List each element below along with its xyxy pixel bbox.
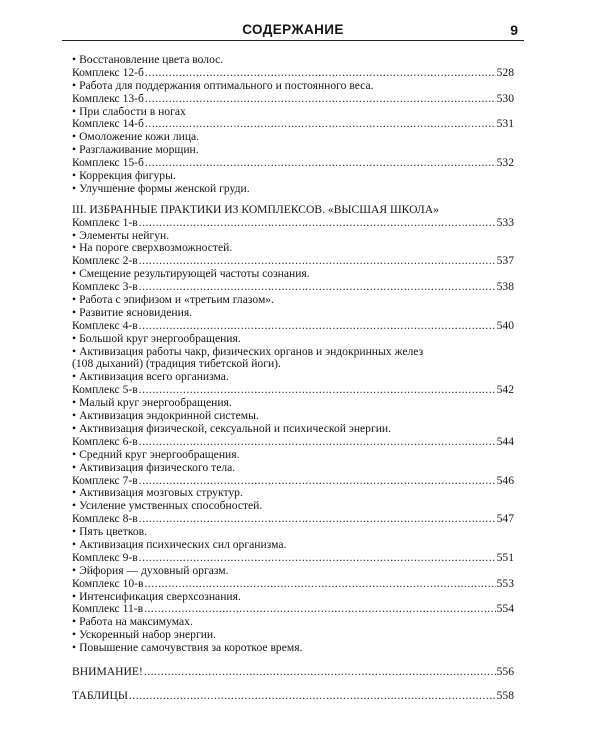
toc-entry-label: ВНИМАНИЕ! bbox=[72, 664, 143, 678]
toc-entry-page: 554 bbox=[496, 602, 514, 616]
toc-entry-label: Комплекс 1-в bbox=[72, 215, 138, 229]
table-of-contents bbox=[72, 54, 514, 703]
toc-bullet-item: • Большой круг энергообращения. bbox=[72, 333, 514, 346]
toc-entry-label: Комплекс 3-в bbox=[72, 280, 138, 294]
toc-bullet-item: • Ускоренный набор энергии. bbox=[72, 629, 514, 642]
toc-entry-label: Комплекс 11-в bbox=[72, 602, 144, 616]
toc-entry-page: 532 bbox=[496, 156, 514, 170]
toc-bullet-item: • Активизация всего организма. bbox=[72, 371, 514, 384]
dot-leader bbox=[145, 578, 496, 591]
toc-entry-page: 538 bbox=[496, 280, 514, 294]
toc-entry-page: 553 bbox=[496, 576, 514, 590]
toc-entry-page: 540 bbox=[496, 318, 514, 332]
toc-bullet-item: • Работа с эпифизом и «третьим глазом». bbox=[72, 294, 514, 307]
toc-entry-page: 537 bbox=[496, 254, 514, 268]
toc-entry-label: Комплекс 15-б bbox=[72, 156, 144, 170]
toc-entry-label: Комплекс 12-б bbox=[72, 65, 144, 79]
dot-leader bbox=[139, 552, 496, 565]
dot-leader bbox=[144, 666, 496, 679]
toc-part-1 bbox=[72, 54, 514, 196]
toc-entry[interactable] bbox=[72, 320, 514, 333]
toc-entry-tables[interactable] bbox=[72, 690, 514, 703]
dot-leader bbox=[139, 436, 496, 449]
toc-entry[interactable] bbox=[72, 93, 514, 106]
dot-leader bbox=[139, 217, 496, 230]
toc-entry-page: 544 bbox=[496, 434, 514, 448]
header-rule bbox=[62, 40, 524, 41]
toc-entry-label: Комплекс 9-в bbox=[72, 550, 138, 564]
toc-bullet-item: • Коррекция фигуры. bbox=[72, 170, 514, 183]
toc-entry-page: 542 bbox=[496, 383, 514, 397]
toc-entry-label: Комплекс 5-в bbox=[72, 383, 138, 397]
toc-entry-label: Комплекс 4-в bbox=[72, 318, 138, 332]
toc-bullet-item: • При слабости в ногах bbox=[72, 106, 514, 119]
toc-entry-page: 528 bbox=[496, 65, 514, 79]
toc-bullet-item: • Активизация мозговых структур. bbox=[72, 487, 514, 500]
toc-bullet-item: • На пороге сверхвозможностей. bbox=[72, 242, 514, 255]
toc-entry-attention[interactable] bbox=[72, 666, 514, 679]
toc-entry-page: 546 bbox=[496, 473, 514, 487]
toc-entry-label: Комплекс 14-б bbox=[72, 117, 144, 131]
toc-entry[interactable] bbox=[72, 67, 514, 80]
toc-entry-page: 533 bbox=[496, 215, 514, 229]
toc-bullet-item: • Восстановление цвета волос. bbox=[72, 54, 514, 67]
dot-leader bbox=[145, 93, 496, 106]
toc-bullet-item: • Эйфория — духовный оргазм. bbox=[72, 565, 514, 578]
toc-entry-label: ТАБЛИЦЫ bbox=[72, 688, 128, 702]
toc-entry[interactable] bbox=[72, 436, 514, 449]
toc-bullet-item: • Активизация эндокринной системы. bbox=[72, 410, 514, 423]
toc-bullet-item: • Средний круг энергообращения. bbox=[72, 449, 514, 462]
dot-leader bbox=[129, 690, 496, 703]
toc-bullet-item: • Повышение самочувствия за короткое время. bbox=[72, 642, 514, 655]
dot-leader bbox=[145, 157, 496, 170]
toc-entry[interactable] bbox=[72, 578, 514, 591]
toc-bullet-item: • Интенсификация сверхсознания. bbox=[72, 591, 514, 604]
toc-bullet-item: • Активизация психических сил организма. bbox=[72, 539, 514, 552]
toc-entry-page: 558 bbox=[496, 688, 514, 702]
toc-bullet-item: • Работа на максимумах. bbox=[72, 616, 514, 629]
toc-bullet-item: • Малый круг энергообращения. bbox=[72, 397, 514, 410]
toc-entry[interactable] bbox=[72, 552, 514, 565]
toc-entry-label: Комплекс 13-б bbox=[72, 91, 144, 105]
toc-bullet-item: • Активизация физического тела. bbox=[72, 462, 514, 475]
toc-bullet-item: • Пять цветков. bbox=[72, 526, 514, 539]
section-gap bbox=[72, 679, 514, 690]
toc-text-line: (108 дыханий) (традиция тибетской йоги). bbox=[72, 357, 281, 371]
toc-bullet-item: • Элементы нейгун. bbox=[72, 230, 514, 243]
section-3-title: III. ИЗБРАННЫЕ ПРАКТИКИ ИЗ КОМПЛЕКСОВ. «ВЫСШАЯ ШКОЛА» bbox=[72, 202, 439, 216]
toc-entry-page: 547 bbox=[496, 512, 514, 526]
toc-bullet-item: • Смещение результирующей частоты сознания. bbox=[72, 268, 514, 281]
header-page-number: 9 bbox=[510, 22, 518, 38]
dot-leader bbox=[145, 67, 496, 80]
toc-part-2 bbox=[72, 217, 514, 655]
toc-bullet-item: • Развитие ясновидения. bbox=[72, 307, 514, 320]
page-header bbox=[62, 20, 524, 46]
toc-entry[interactable] bbox=[72, 217, 514, 230]
header-title: СОДЕРЖАНИЕ bbox=[242, 22, 344, 37]
toc-entry-label: Комплекс 6-в bbox=[72, 434, 138, 448]
toc-bullet-item: • Работа для поддержания оптимального и постоянного веса. bbox=[72, 80, 514, 93]
toc-entry-page: 551 bbox=[496, 550, 514, 564]
toc-entry-label: Комплекс 2-в bbox=[72, 254, 138, 268]
toc-entry-label: Комплекс 7-в bbox=[72, 473, 138, 487]
toc-bullet-item: • Разглаживание морщин. bbox=[72, 144, 514, 157]
toc-bullet-item: • Усиление умственных способностей. bbox=[72, 500, 514, 513]
dot-leader bbox=[144, 603, 496, 616]
dot-leader bbox=[139, 320, 496, 333]
toc-entry-page: 531 bbox=[496, 117, 514, 131]
toc-entry-page: 530 bbox=[496, 91, 514, 105]
toc-entry-label: Комплекс 10-в bbox=[72, 576, 144, 590]
toc-entry-page: 556 bbox=[496, 664, 514, 678]
toc-entry-label: Комплекс 8-в bbox=[72, 512, 138, 526]
toc-bullet-item: • Активизация работы чакр, физических органов и эндокринных желез bbox=[72, 346, 514, 359]
toc-bullet-item: • Омоложение кожи лица. bbox=[72, 131, 514, 144]
toc-bullet-item: • Улучшение формы женской груди. bbox=[72, 183, 514, 196]
toc-bullet-item: • Активизация физической, сексуальной и психической энергии. bbox=[72, 423, 514, 436]
dot-leader bbox=[139, 513, 496, 526]
